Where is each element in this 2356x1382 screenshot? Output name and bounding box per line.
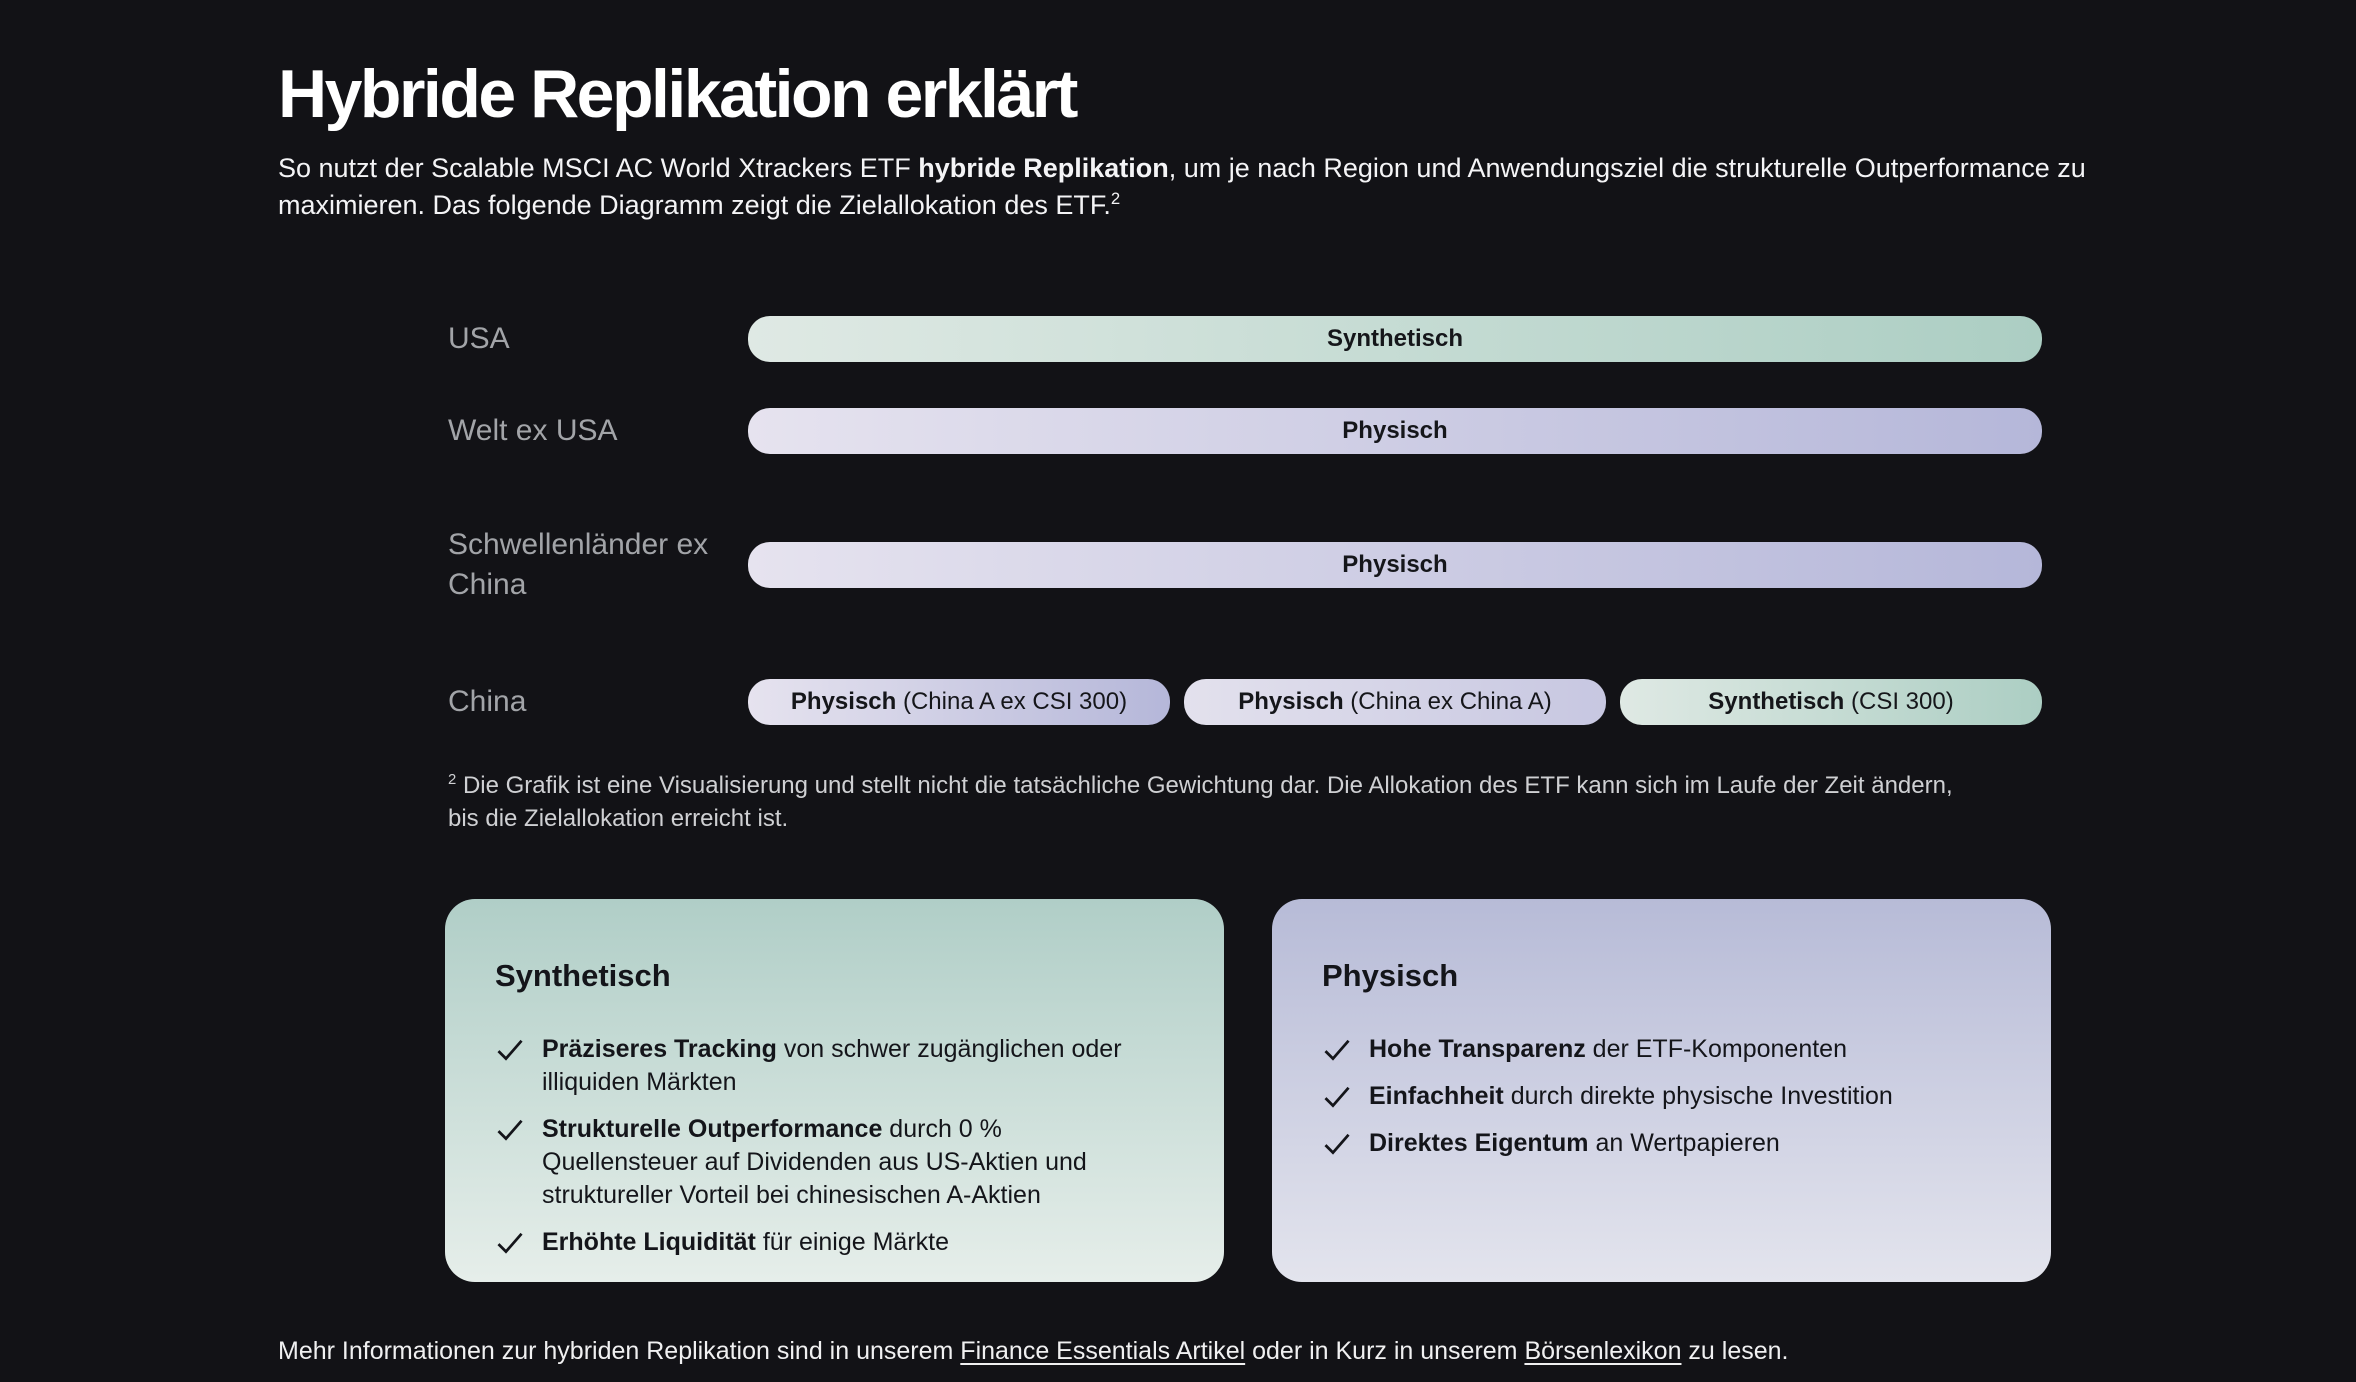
benefit-list-physisch — [1322, 1033, 2001, 1160]
list-item-rest: der ETF-Komponenten — [1585, 1035, 1847, 1063]
row-label-china: China — [448, 685, 527, 718]
row-label-schwellenlaender: Schwellenländer ex China — [448, 528, 709, 601]
list-item-bold: Direktes Eigentum — [1369, 1129, 1589, 1157]
list-item-text — [1369, 1080, 1893, 1113]
list-item-bold: Hohe Transparenz — [1369, 1035, 1586, 1063]
subtitle-text-end: , um je nach Region und Anwendungsziel die strukturelle Outperformance zu maximieren. Das folgende Diagramm zeigt die Zielallokation des ETF. — [278, 153, 2086, 220]
list-item — [1322, 1033, 2001, 1066]
allocation-bar-schwellenlaender-physisch — [748, 542, 2042, 588]
list-item — [1322, 1080, 2001, 1113]
list-item-rest: an Wertpapieren — [1588, 1129, 1780, 1157]
checkmark-icon — [495, 1115, 525, 1145]
list-item-bold: Strukturelle Outperformance — [542, 1115, 883, 1143]
bar-label-rest: (China A ex CSI 300) — [896, 688, 1128, 715]
list-item-bold: Erhöhte Liquidität — [542, 1228, 756, 1256]
diagram-row-usa — [448, 316, 2042, 362]
finance-essentials-link[interactable]: Finance Essentials Artikel — [960, 1337, 1246, 1365]
allocation-bar-welt-physisch — [748, 408, 2042, 454]
diagram-row-schwellenlaender — [448, 525, 2042, 605]
boersenlexikon-link[interactable]: Börsenlexikon — [1524, 1337, 1682, 1365]
bar-label-bold: Synthetisch — [1326, 325, 1464, 352]
subtitle-footnote-marker: 2 — [1110, 189, 1121, 208]
diagram-row-welt-ex-usa — [448, 408, 2042, 454]
checkmark-icon — [1322, 1035, 1352, 1065]
card-synthetisch — [445, 899, 1224, 1282]
list-item-text — [1369, 1127, 1780, 1160]
row-bars-schwellenlaender — [748, 542, 2042, 588]
list-item-text — [542, 1113, 1154, 1212]
checkmark-icon — [1322, 1082, 1352, 1112]
card-title-physisch: Physisch — [1322, 958, 1459, 993]
bar-label-rest: (China ex China A) — [1343, 688, 1552, 715]
row-label-welt-ex-usa: Welt ex USA — [448, 414, 618, 447]
row-label-usa: USA — [448, 322, 510, 355]
allocation-bar-china-ex-china-a — [1184, 679, 1606, 725]
subtitle-text-start: So nutzt der Scalable MSCI AC World Xtrackers ETF — [278, 153, 919, 183]
footnote-marker: 2 — [448, 772, 457, 788]
page-subtitle — [278, 150, 2218, 224]
list-item-rest: von schwer zugänglichen oder illiquiden Märkten — [542, 1035, 1122, 1096]
footer-text-2: oder in Kurz in unserem — [1245, 1337, 1525, 1365]
list-item-text — [542, 1226, 949, 1259]
footnote-text: Die Grafik ist eine Visualisierung und stellt nicht die tatsächliche Gewichtung dar. Die Allokation des ETF kann sich im Laufe der Zeit ändern, bis die Zielallokation erreicht ist. — [448, 772, 1953, 832]
allocation-bar-china-a-ex-csi300 — [748, 679, 1170, 725]
list-item-text — [542, 1033, 1154, 1099]
list-item-bold: Präziseres Tracking — [542, 1035, 777, 1063]
subtitle-bold-phrase: hybride Replikation — [918, 153, 1169, 183]
row-bars-usa — [748, 316, 2042, 362]
allocation-diagram — [448, 316, 2042, 725]
row-bars-welt-ex-usa — [748, 408, 2042, 454]
allocation-bar-china-csi300 — [1620, 679, 2042, 725]
checkmark-icon — [1322, 1129, 1352, 1159]
card-physisch — [1272, 899, 2051, 1282]
list-item — [1322, 1127, 2001, 1160]
checkmark-icon — [495, 1228, 525, 1258]
list-item — [495, 1113, 1174, 1212]
checkmark-icon — [495, 1035, 525, 1065]
bar-label-bold: Physisch — [790, 688, 897, 715]
list-item — [495, 1033, 1174, 1099]
list-item-bold: Einfachheit — [1369, 1082, 1504, 1110]
diagram-footnote — [448, 769, 1988, 835]
more-info-text — [278, 1334, 2356, 1368]
bar-label-bold: Physisch — [1238, 688, 1344, 715]
list-item-rest: durch 0 % Quellensteuer auf Dividenden aus US-Aktien und struktureller Vorteil bei chinesischen A-Aktien — [542, 1115, 1087, 1209]
page-title: Hybride Replikation erklärt — [278, 56, 1076, 132]
row-bars-china — [748, 679, 2042, 725]
bar-label-bold: Physisch — [1342, 417, 1448, 444]
benefit-list-synthetisch — [495, 1033, 1174, 1259]
list-item — [495, 1226, 1174, 1259]
footer-text-1: Mehr Informationen zur hybriden Replikation sind in unserem — [278, 1337, 961, 1365]
list-item-text — [1369, 1033, 1847, 1066]
allocation-bar-usa-synthetisch — [748, 316, 2042, 362]
bar-label-bold: Synthetisch — [1708, 688, 1845, 715]
card-title-synthetisch: Synthetisch — [495, 958, 671, 993]
footer-text-3: zu lesen. — [1681, 1337, 1789, 1365]
list-item-rest: durch direkte physische Investition — [1503, 1082, 1893, 1110]
bar-label-bold: Physisch — [1342, 551, 1448, 578]
replication-cards — [445, 899, 2356, 1282]
bar-label-rest: (CSI 300) — [1844, 688, 1954, 715]
diagram-row-china — [448, 679, 2042, 725]
list-item-rest: für einige Märkte — [755, 1228, 950, 1256]
